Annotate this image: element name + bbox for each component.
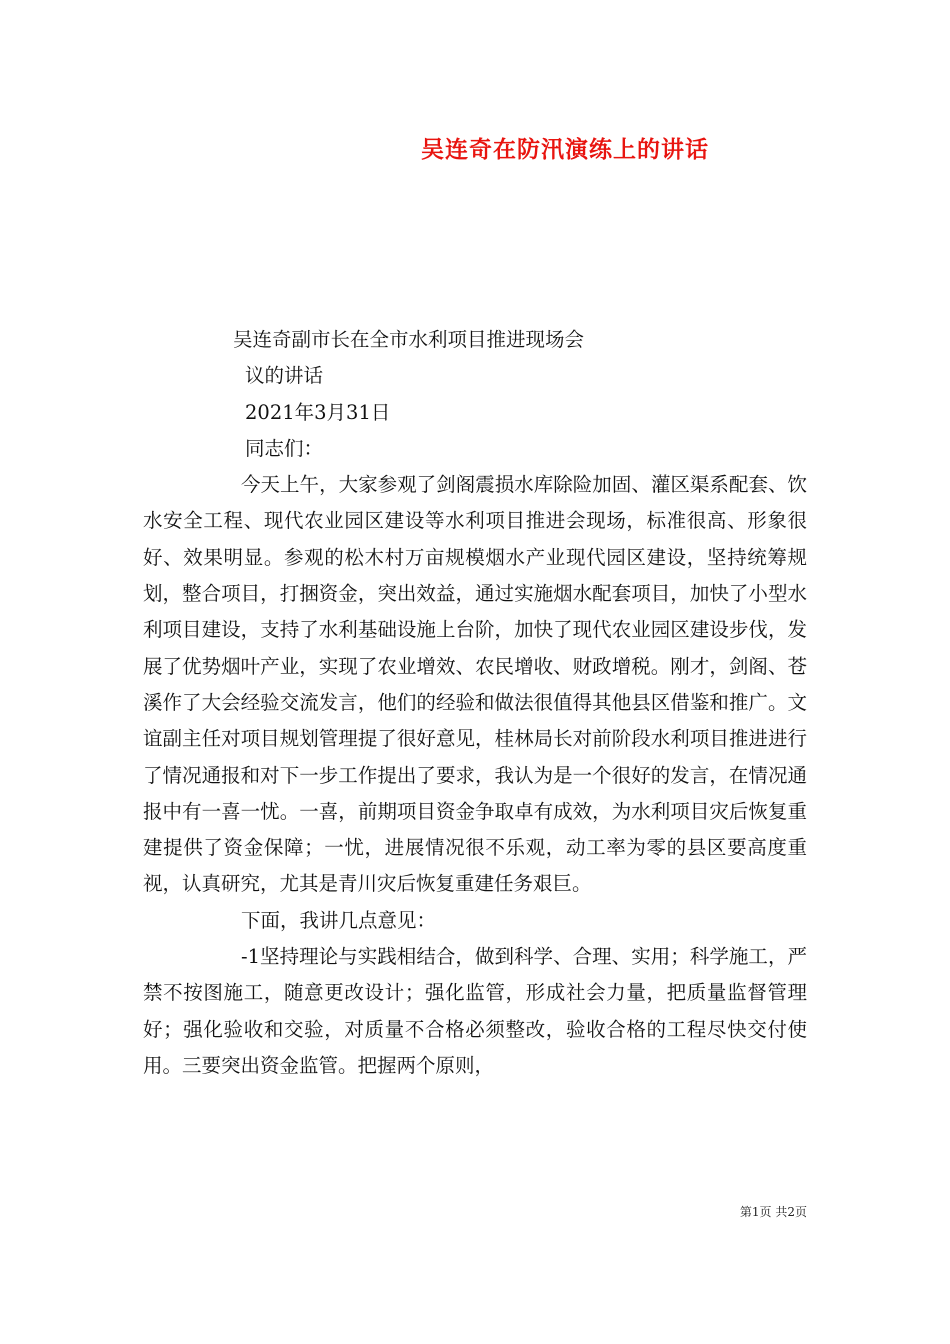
- subtitle-line-2: 议的讲话: [245, 364, 324, 388]
- document-body: [143, 322, 807, 1084]
- document-title: 吴连奇在防汛演练上的讲话: [421, 137, 709, 163]
- paragraph-opening: 今天上午，大家参观了剑阁震损水库除险加固、灌区渠系配套、饮水安全工程、现代农业园区建设等水利项目推进会现场，标准很高、形象很好、效果明显。参观的松木村万亩规模烟水产业现代园区建设，坚持统筹规划，整合项目，打捆资金，突出效益，通过实施烟水配套项目，加快了小型水利项目建设，支持了水利基础设施上台阶，加快了现代农业园区建设步伐，发展了优势烟叶产业，实现了农业增效、农民增收、财政增税。刚才，剑阁、苍溪作了大会经验交流发言，他们的经验和做法很值得其他县区借鉴和推广。文谊副主任对项目规划管理提了很好意见，桂林局长对前阶段水利项目推进进行了情况通报和对下一步工作提出了要求，我认为是一个很好的发言，在情况通报中有一喜一忧。一喜，前期项目资金争取卓有成效，为水利项目灾后恢复重建提供了资金保障；一忧，进展情况很不乐观，动工率为零的县区要高度重视，认真研究，尤其是青川灾后恢复重建任务艰巨。: [143, 473, 807, 896]
- speech-date: 2021年3月31日: [245, 400, 391, 424]
- subtitle-line-1: 吴连奇副市长在全市水利项目推进现场会: [233, 328, 585, 351]
- salutation: 同志们：: [245, 436, 324, 460]
- page-number: 第1页 共2页: [739, 1205, 807, 1219]
- paragraph-transition: 下面，我讲几点意见：: [241, 908, 437, 932]
- paragraph-point-one: -1坚持理论与实践相结合，做到科学、合理、实用；科学施工，严禁不按图施工，随意更改设计；强化监管，形成社会力量，把质量监督管理好；强化验收和交验，对质量不合格必须整改，验收合格的工程尽快交付使用。三要突出资金监管。把握两个原则，: [143, 945, 807, 1077]
